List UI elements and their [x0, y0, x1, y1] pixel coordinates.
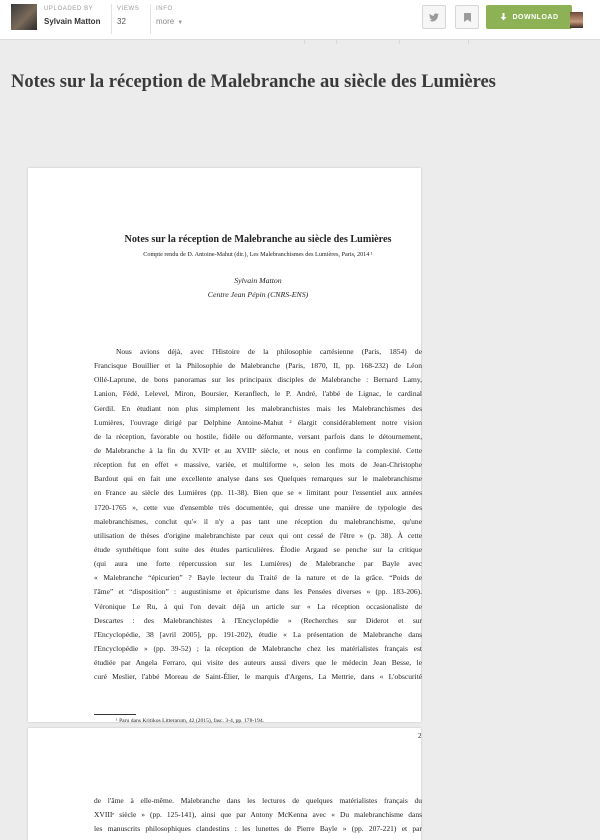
body-line: 1720-1765 », cette vue d'ensemble très documentée, qui dresse une manière de typologie des	[94, 502, 422, 512]
footnote: ¹ Paru dans Kritikos Litterarum, 42 (2015), fasc. 3-4, pp. 178-194.	[116, 718, 265, 724]
footnote-rule	[94, 714, 136, 715]
body-line: Véronique Le Ru, à qui l'on devait déjà un article sur « La réception occasionaliste de	[94, 601, 422, 611]
body-line: (qui aura une forte répercussion sur les Lumières) de Malebranche par Bayle avec	[94, 559, 422, 569]
views-count: 32	[117, 17, 126, 26]
document-title: Notes sur la réception de Malebranche au siècle des Lumières	[11, 72, 496, 92]
body-line: curé Meslier, l'abbé Moreau de Saint-Élier, le marquis d'Argens, La Mettrie, dans « L'obscurité	[94, 672, 422, 682]
paper-body	[94, 345, 422, 684]
download-button[interactable]	[486, 5, 572, 29]
body-line: utilisation de thèses d'origine malebranchiste par ceux qui ont cessé de l'être » (p. 38). À cette	[94, 530, 422, 540]
body-line: de la réception, favorable ou hostile, fidèle ou déformante, versant parfois dans le détournement,	[94, 431, 422, 441]
body-line: Descartes : des Malebranchistes à l'Encyclopédie » (Recherches sur Diderot et sur	[94, 615, 422, 625]
page-marker: 2	[418, 732, 422, 740]
body-line: l'Encyclopédie, 38 [avril 2005], pp. 191-202), étudie « La présentation de Malebranche dans	[94, 629, 422, 639]
download-arrow-icon	[500, 13, 507, 21]
paper-title: Notes sur la réception de Malebranche au siècle des Lumières	[124, 234, 392, 245]
paper-affiliation: Centre Jean Pépin (CNRS-ENS)	[207, 290, 309, 299]
chevron-down-icon: ▼	[177, 20, 184, 26]
more-dropdown[interactable]	[156, 17, 183, 26]
body-line: les manuscrits philosophiques clandestins : les lunettes de Pierre Bayle » (pp. 207-221) et par	[94, 824, 422, 834]
info-label: INFO	[156, 6, 173, 12]
body-line: en France au siècle des Lumières (pp. 11-38). Bien que se « limitant pour l'essentiel aux années	[94, 488, 422, 498]
body-line: l'âme” et “disposition” : augustinisme et épicurisme dans les Pensées diverses » (pp. 183-206).	[94, 587, 422, 597]
body-line: Bardout qui en fait une excellente analyse dans ses Quelques remarques sur le malebranchisme	[94, 474, 422, 484]
top-bar	[0, 0, 600, 40]
paper-body-continued	[94, 794, 422, 836]
views-label: VIEWS	[117, 6, 140, 12]
body-line: « Malebranche “épicurien” ? Bayle lecteur du Traité de la nature et de la grâce. “Poids de	[94, 573, 422, 583]
current-user-avatar[interactable]	[570, 12, 583, 28]
body-line: Ollé-Laprune, de bons panoramas sur les principaux disciples de Malebranche : Bernard Lamy,	[94, 375, 422, 385]
twitter-share-button[interactable]	[422, 5, 446, 29]
body-line: étude synthétique font suite des études particulières. Élodie Argaud se penche sur la critique	[94, 544, 422, 554]
body-line: l'Encyclopédie » (pp. 39-52) ; la réception de Malebranche chez les matérialistes français est	[94, 643, 422, 653]
uploader-name-link[interactable]: Sylvain Matton	[44, 17, 101, 26]
document-page-1	[28, 168, 421, 722]
more-label: more	[156, 17, 175, 26]
body-line: XVIIIᵉ siècle » (pp. 125-141), ainsi que par Antony McKenna avec « Du malebranchisme dans	[94, 810, 422, 820]
paper-author: Sylvain Matton	[234, 276, 282, 285]
body-line: Gerdil. En étudiant non plus simplement les malebranchistes mais les Malebranchismes des	[94, 403, 422, 413]
body-line: malebranchismes, conclut qu'« il n'y a pas tant une réception du malebranchisme, qu'une	[94, 516, 422, 526]
body-line: Nous avions déjà, avec l'Histoire de la philosophie cartésienne (Paris, 1854) de	[116, 347, 422, 356]
divider	[150, 4, 151, 34]
bookmark-icon	[464, 13, 471, 22]
document-page-2	[28, 728, 421, 840]
body-line: de l'âme à elle-même. Malebranche dans les lectures de quelques matérialistes français du	[94, 796, 422, 805]
body-line: Lumières, l'ouvrage dirigé par Delphine Antoine-Mahut ² élargit considérablement notre vision	[94, 417, 422, 427]
download-label: DOWNLOAD	[512, 13, 559, 21]
body-line: Lanion, Fédé, Lelevel, Miron, Boursier, Keranflech, le P. André, l'abbé de Lignac, le cardinal	[94, 389, 422, 399]
twitter-icon	[429, 13, 439, 22]
body-line: Francisque Bouillier et la Philosophie de Malebranche (Paris, 1870, II, pp. 168-232) de Léon	[94, 361, 422, 371]
divider	[111, 4, 112, 34]
uploaded-by-label: UPLOADED BY	[44, 6, 94, 12]
paper-subtitle: Compte rendu de D. Antoine-Mahut (dir.), Les Malebranchismes des Lumières, Paris, 2014 ¹	[143, 251, 373, 258]
uploader-avatar[interactable]	[11, 4, 37, 30]
body-line: étudiée par Angela Ferraro, qui visite des auteurs aussi divers que le médecin Jean Besse, le	[94, 658, 422, 668]
body-line: de Malebranche à la fin du XVIIᵉ et au XVIIIᵉ siècle, et nous en confirme la complexité. Cette	[94, 445, 422, 455]
body-line: réception fut en effet « massive, variée, et multiforme », selon les mots de Jean-Christophe	[94, 460, 422, 470]
header-tab-separators	[0, 40, 600, 44]
bookmark-button[interactable]	[455, 5, 479, 29]
